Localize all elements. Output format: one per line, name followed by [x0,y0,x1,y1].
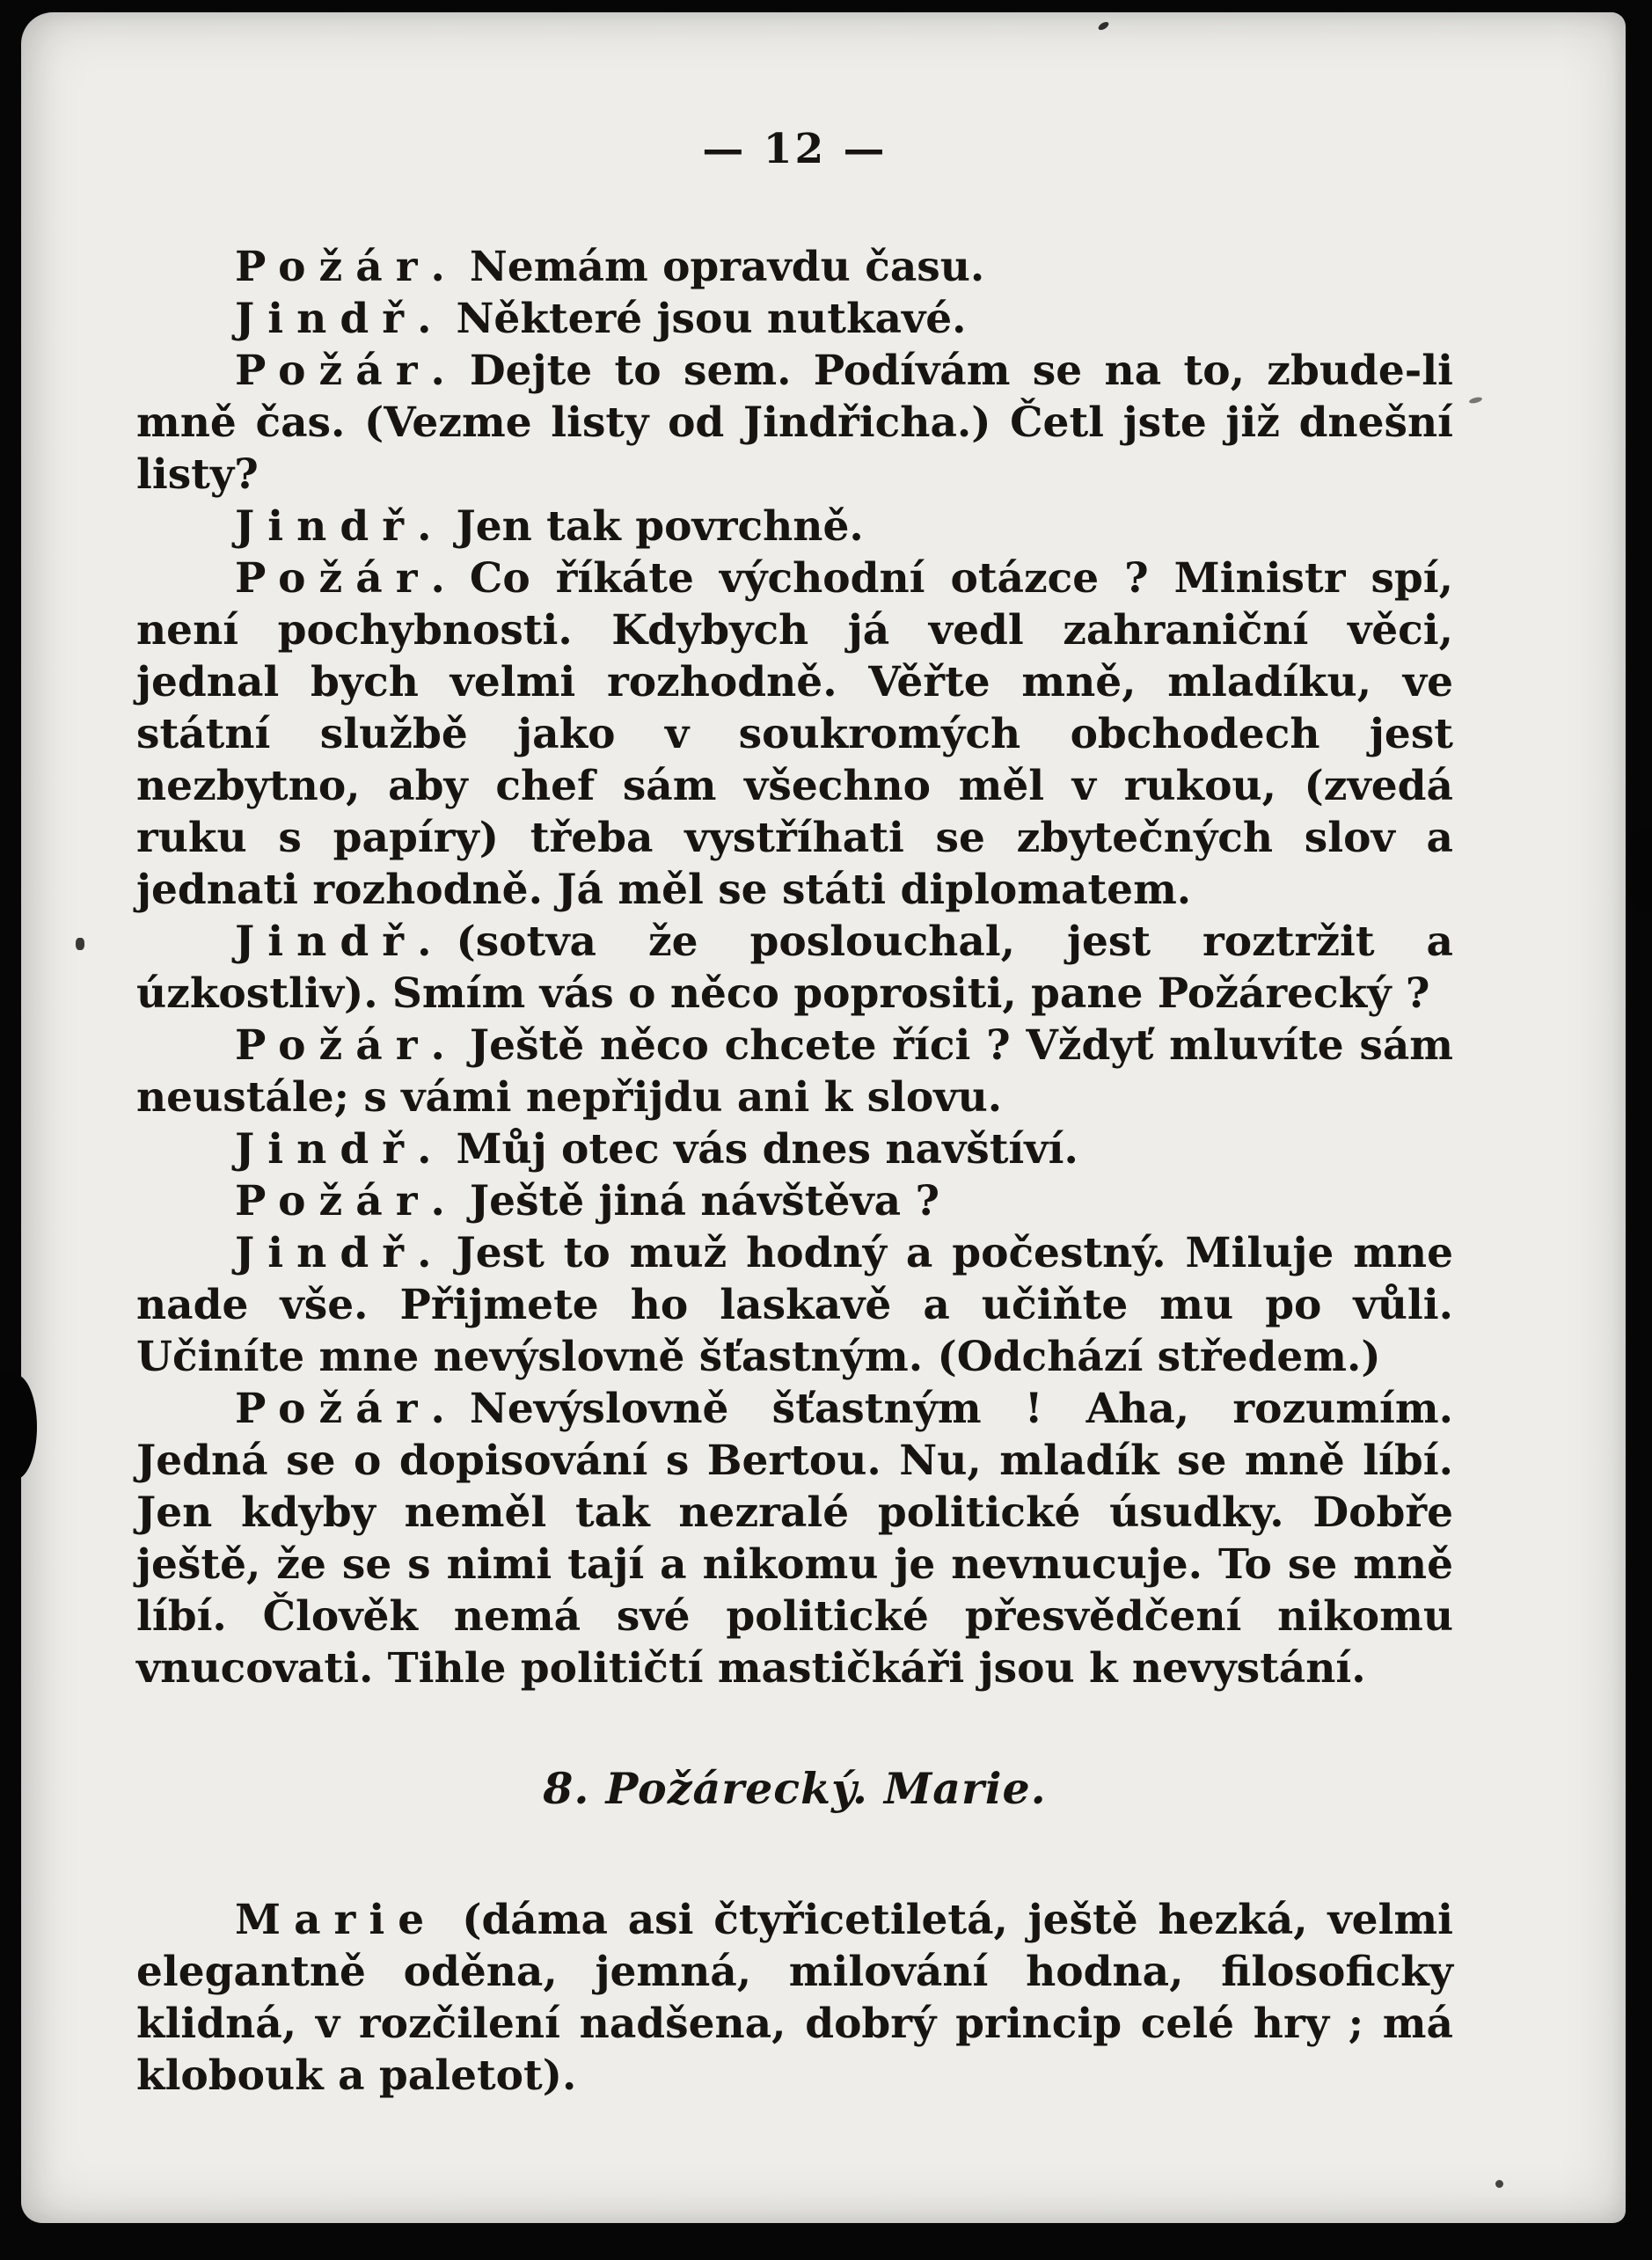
speaker-name: Jindř [235,502,418,551]
dialogue-paragraph [136,1383,1453,1694]
speaker-name: Požár [235,1021,431,1070]
speaker-name: Jindř [235,1229,418,1277]
speaker-name: Jindř [235,918,418,966]
speaker-name: Jindř [235,1125,418,1174]
speaker-punct: . [417,295,432,343]
dialogue-text: Můj otec vás dnes navštíví. [456,1125,1078,1174]
dialogue-paragraph [136,1020,1453,1123]
speaker-name: Požár [235,1177,431,1225]
dialogue-paragraph [136,1227,1453,1383]
dialogue-text: (sotva že poslouchal, jest roztržit a úzkostliv). Smím vás o něco poprositi, pane Požárecký ? [136,918,1453,1018]
speaker-punct: . [430,347,445,395]
dialogue-text: Některé jsou nutkavé. [456,295,967,343]
text-block [136,241,1453,2102]
speaker-punct: . [417,1125,432,1174]
dialogue-paragraph [136,293,1453,345]
speaker-punct: . [430,1021,445,1070]
speaker-name: Jindř [235,295,418,343]
speaker-name: Požár [235,554,431,603]
dialogue-text: Dejte to sem. Podívám se na to, zbude-li mně čas. (Vezme listy od Jindřicha.) Četl jste již dnešní listy? [136,347,1453,499]
speaker-punct: . [430,243,445,291]
dialogue-text: Co říkáte východní otázce ? Ministr spí, není pochybnosti. Kdybych já vedl zahraniční věci, jednal bych velmi rozhodně. Věřte mně, mladíku, ve státní službě jako v soukromých obchodech jest nezbytno, aby chef sám všechno měl v rukou, (zvedá ruku s papíry) třeba vystříhati se zbytečných slov a jednati rozhodně. Já měl se státi diplomatem. [136,554,1453,914]
dialogue-text: Jest to muž hodný a počestný. Miluje mne nade vše. Přijmete ho laskavě a učiňte mu po vůli. Učiníte mne nevýslovně šťastným. (Odchází středem.) [136,1229,1453,1381]
dialogue-text: (dáma asi čtyřicetiletá, ještě hezká, velmi elegantně oděna, jemná, milování hodna, filosoficky klidná, v rozčilení nadšena, dobrý princip celé hry ; má klobouk a paletot). [136,1896,1453,2100]
dialogue-paragraph [136,1123,1453,1175]
dialogue-text: Jen tak povrchně. [456,502,864,551]
page-number: — 12 — [702,125,888,173]
speaker-punct: . [417,918,432,966]
speaker-name: Požár [235,243,431,291]
dialogue-text: Nevýslovně šťastným ! Aha, rozumím. Jedná se o dopisování s Bertou. Nu, mladík se mně líbí. Jen kdyby neměl tak nezralé politické úsudky. Dobře ještě, že se s nimi tají a nikomu je nevnucuje. To se mně líbí. Člověk nemá své politické přesvědčení nikomu vnucovati. Tihle političtí mastičkáři jsou k nevystání. [136,1385,1453,1693]
dialogue-paragraph [136,1175,1453,1227]
speaker-punct: . [417,502,432,551]
dialogue-paragraph [136,1894,1453,2102]
dialogue-paragraph [136,916,1453,1020]
speaker-punct: . [430,554,445,603]
scan-speck [1495,2180,1503,2188]
speaker-punct: . [430,1177,445,1225]
speaker-punct: . [430,1385,445,1433]
dialogue-paragraph [136,241,1453,293]
speaker-name: Požár [235,1385,431,1433]
dialogue-text: Nemám opravdu času. [469,243,985,291]
speaker-name: Marie [235,1896,438,1944]
dialogue-paragraph [136,501,1453,552]
dialogue-text: Ještě jiná návštěva ? [469,1177,940,1225]
speaker-punct: . [417,1229,432,1277]
dialogue-paragraph [136,552,1453,916]
dialogue-text: Ještě něco chcete říci ? Vždyť mluvíte sám neustále; s vámi nepřijdu ani k slovu. [136,1021,1453,1122]
page-paper [21,12,1626,2223]
scan-ink-blob-right [1626,829,1652,913]
scan-speck [76,938,84,950]
speaker-name: Požár [235,347,431,395]
dialogue-paragraph [136,345,1453,501]
scene-heading: 8. Požárecký. Marie. [543,1763,1047,1814]
